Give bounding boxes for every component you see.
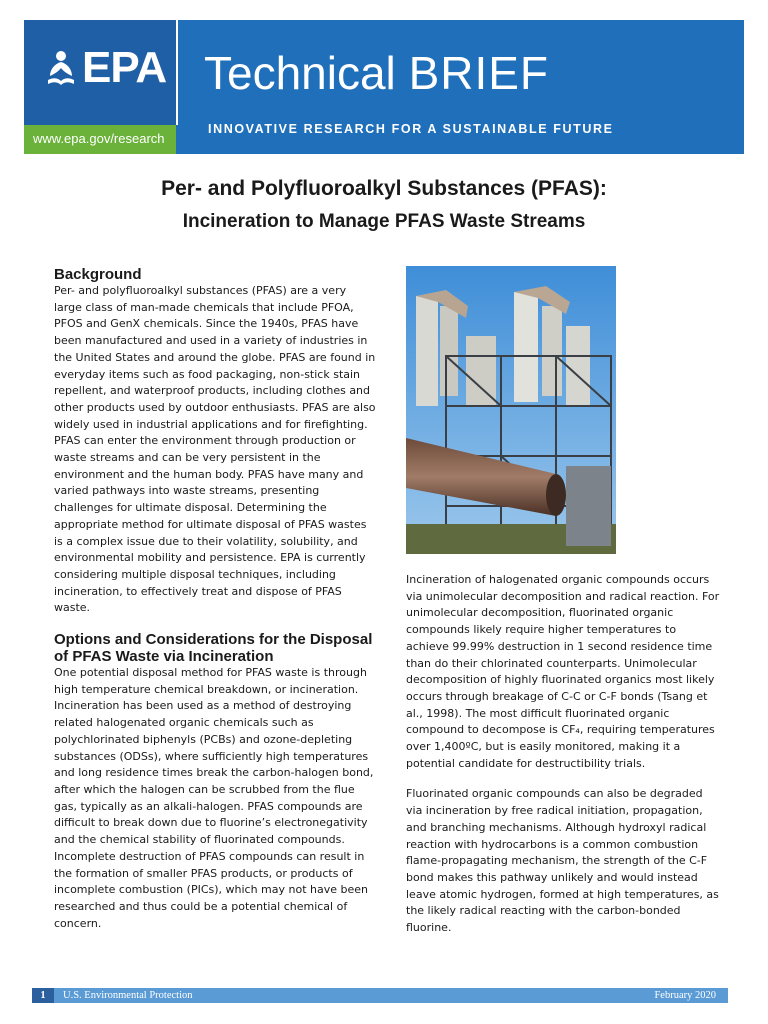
footer-date: February 2020 [654,990,716,1001]
research-url-link[interactable]: www.epa.gov/research [33,131,165,146]
options-paragraph: One potential disposal method for PFAS waste is through high temperature chemical breakdown, or incineration. Incineration has been used as a method of destroying related halogenated organic chemicals such as polychlorinated biphenyls (PCBs) and ozone-depleting substances (ODSs), where sufficiently high temperatures and long residence times break the carbon-halogen bond, after which the halogen can be scrubbed from the flue gas, typically as an alkali-halogen. PFAS compounds are difficult to break down due to fluorine’s electronegativity and the chemical stability of fluorinated compounds. Incomplete destruction of PFAS compounds can result in the formation of smaller PFAS products, or products of incomplete combustion (PICs), which may not have been researched and thus could be a potential chemical of concern. [54,666,374,930]
epa-logo[interactable] [44,43,167,92]
left-column [54,266,376,932]
paragraph-gap [406,772,720,786]
epa-logo-text: EPA [82,43,167,92]
document-subtitle: Incineration to Manage PFAS Waste Streams [182,211,586,232]
background-heading: Background [54,266,142,283]
footer-agency: U.S. Environmental Protection [63,990,193,1001]
brief-title-part2: BRIEF [408,47,550,99]
right-paragraph-1: Incineration of halogenated organic compounds occurs via unimolecular decomposition and radical reaction. For unimolecular decomposition, fluorinated organic compounds likely require higher temperatures to achieve 99.99% destruction in 1 second residence time than do their chlorinated counterparts. Unimolecular decomposition of highly fluorinated organics most likely occurs through breakage of C-C or C-F bonds (Tsang et al., 1998). The most difficult fluorinated organic compound to decompose is CF₄, requiring temperatures over 1,400ºC, but is easily monitored, making it a potential candidate for destructibility trials. [406,573,720,770]
epa-logo-box [24,20,178,125]
header-banner [24,20,744,154]
url-box [24,125,176,154]
incinerator-photo [406,266,616,554]
page-number: 1 [32,988,54,1003]
brief-title [204,47,550,99]
tagline: INNOVATIVE RESEARCH FOR A SUSTAINABLE FUTURE [208,122,614,136]
options-heading: Options and Considerations for the Disposal of PFAS Waste via Incineration [54,631,373,666]
epa-flower-icon [44,48,78,88]
right-paragraph-2: Fluorinated organic compounds can also be degraded via incineration by free radical initiation, propagation, and branching mechanisms. Although hydroxyl radical reaction with hydrocarbons is a common combustion flame-propagating mechanism, the strength of the C-F bond makes this pathway unlikely and would instead leave atomic hydrogen, formed at high temperatures, as the likely radical reacting with the carbon-bonded fluorine. [406,787,719,935]
section-gap [54,617,376,631]
background-paragraph: Per- and polyfluoroalkyl substances (PFAS) are a very large class of man-made chemicals that include PFOA, PFOS and GenX chemicals. Since the 1940s, PFAS have been manufactured and used in a variety of industries in the United States and around the globe. PFAS are found in everyday items such as food packaging, non-stick stain repellent, and waterproof products, including clothes and other products used by outdoor enthusiasts. PFAS are also widely used in industrial applications and for firefighting. PFAS can enter the environment through production or waste streams and can be very persistent in the environment and the human body. PFAS have many and varied pathways into waste streams, presenting challenges for ultimate disposal. Determining the appropriate method for ultimate disposal of PFAS wastes is a complex issue due to their volatility, solubility, and environmental mobility and persistence. EPA is currently considering multiple disposal techniques, including incineration, to effectively treat and dispose of PFAS waste. [54,284,376,615]
footer-bar [32,988,728,1003]
brief-title-part1: Technical [204,47,396,99]
right-column [406,572,720,937]
incinerator-image [406,266,616,554]
document-title: Per- and Polyfluoroalkyl Substances (PFAS): [161,177,607,200]
